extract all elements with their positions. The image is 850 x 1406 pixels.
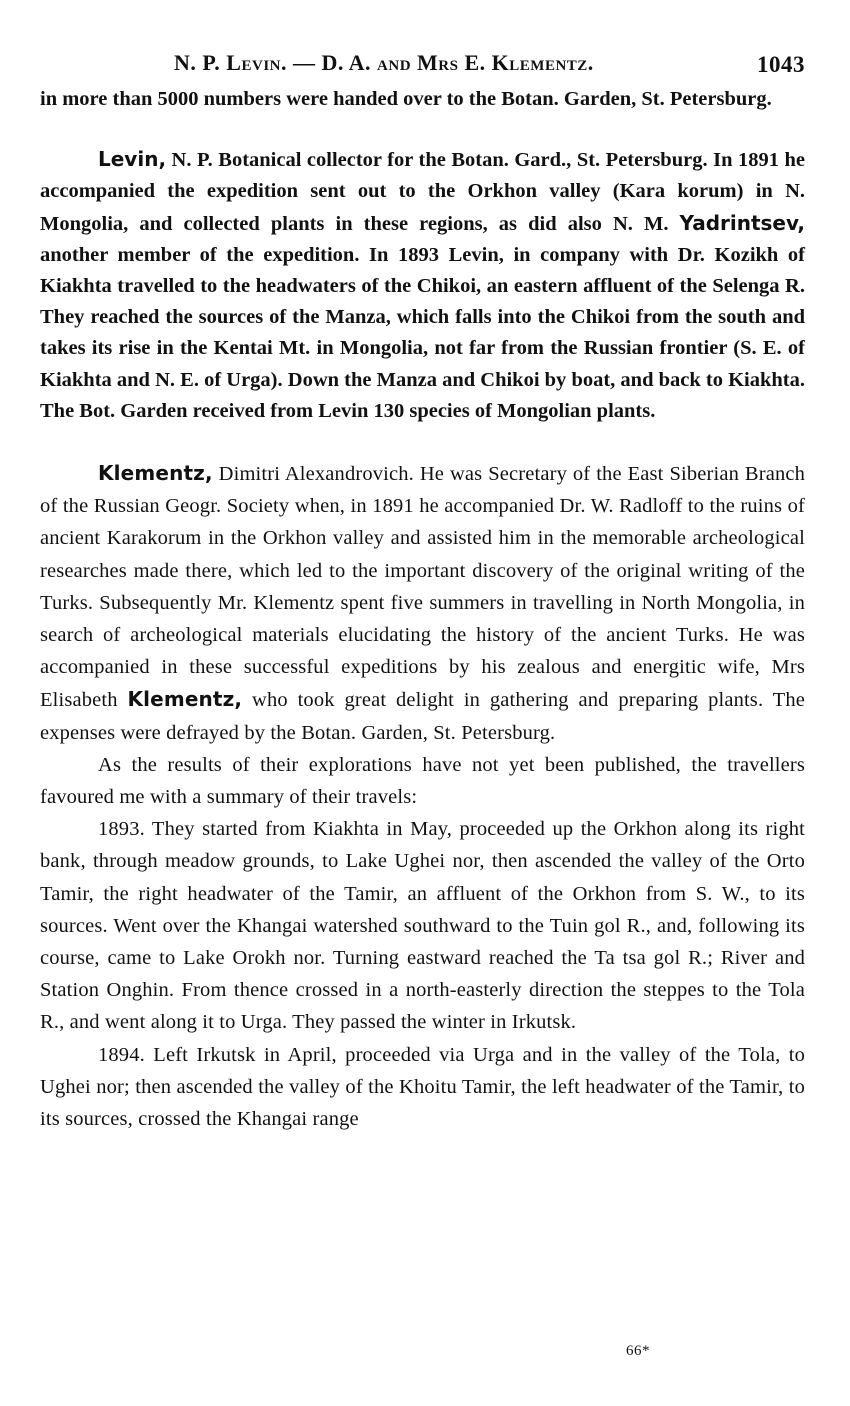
entry-name-klementz: Klementz, — [98, 461, 213, 486]
signature-mark: 66* — [626, 1343, 650, 1359]
klementz-entry-paragraph — [40, 457, 805, 749]
page-number: 1043 — [757, 52, 805, 77]
spacer — [40, 115, 805, 144]
page — [40, 46, 805, 1135]
entry-name-yadrintsev: Yadrintsev, — [679, 210, 805, 235]
klementz-entry-text-2: who took great delight in gathering and preparing plants. The expenses were defrayed by the Botan. Garden, St. Petersburg. — [40, 689, 805, 744]
running-head-title: N. P. Levin. — D. A. and Mrs E. Klementz. — [174, 50, 594, 75]
spacer — [40, 427, 805, 457]
running-head — [40, 46, 805, 84]
klementz-text-block — [40, 457, 805, 1135]
results-paragraph: As the results of their explorations have not yet been published, the travellers favoured me with a summary of their travels: — [40, 753, 805, 809]
levin-entry-paragraph — [40, 144, 805, 427]
klementz-entry-text-1: Dimitri Alexandrovich. He was Secretary of the East Siberian Branch of the Russian Geogr. Society when, in 1891 he accompanied Dr. W. Radloff to the ruins of ancient Karakorum in the Orkhon valley and assisted him in the memorable archeological researches made there, which led to the important discovery of the original writing of the Turks. Subsequently Mr. Klementz spent five summers in travelling in North Mongolia, in search of archeological materials elucidating the history of the ancient Turks. He was accompanied in these successful expeditions by his zealous and energitic wife, Mrs Elisabeth — [40, 463, 805, 712]
bold-text-block — [40, 84, 805, 427]
entry-name-klementz-wife: Klementz, — [127, 687, 243, 712]
entry-name-levin: Levin, — [98, 147, 167, 172]
travel-1893-paragraph: 1893. They started from Kiakhta in May, proceeded up the Orkhon along its right bank, through meadow grounds, to Lake Ughei nor, then ascended the valley of the Orto Tamir, the right headwater of the Tamir, an affluent of the Orkhon from S. W., to its sources. Went over the Khangai watershed southward to the Tuin gol R., and, following its course, came to Lake Orokh nor. Turning eastward reached the Ta tsa gol R.; River and Station Onghin. From thence crossed in a north-easterly direction the steppes to the Tola R., and went along it to Urga. They passed the winter in Irkutsk. — [40, 818, 805, 1034]
continuation-paragraph: in more than 5000 numbers were handed over to the Botan. Garden, St. Petersburg. — [40, 88, 772, 110]
levin-entry-text-1: N. P. Botanical collector for the Botan. Gard., St. Petersburg. In 1891 he accompanied the expedition sent out to the Orkhon valley (Kara korum) in N. Mongolia, and collected plants in these regions, as did also N. M. — [40, 149, 805, 235]
travel-1894-paragraph: 1894. Left Irkutsk in April, proceeded via Urga and in the valley of the Tola, to Ughei nor; then ascended the valley of the Khoitu Tamir, the left headwater of the Tamir, to its sources, crossed the Khangai range — [40, 1043, 805, 1131]
levin-entry-text-2: another member of the expedition. In 1893 Levin, in company with Dr. Kozikh of Kiakhta travelled to the headwaters of the Chikoi, an eastern affluent of the Selenga R. They reached the sources of the Manza, which falls into the Chikoi from the south and takes its rise in the Kentai Mt. in Mongolia, not far from the Russian frontier (S. E. of Kiakhta and N. E. of Urga). Down the Manza and Chikoi by boat, and back to Kiakhta. The Bot. Garden received from Levin 130 species of Mongolian plants. — [40, 243, 805, 422]
